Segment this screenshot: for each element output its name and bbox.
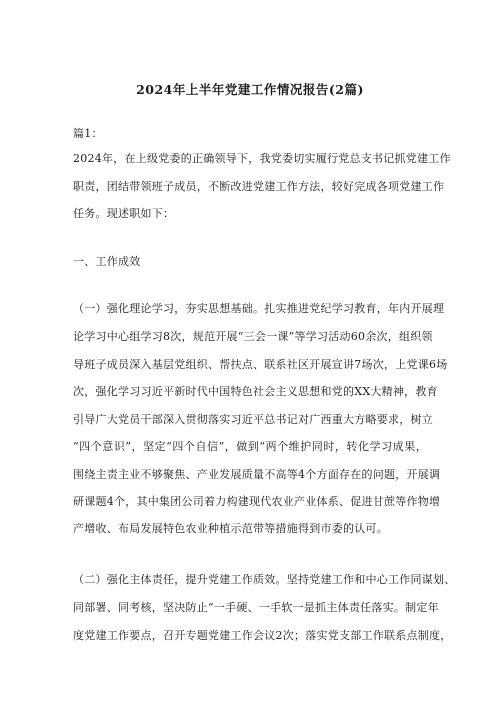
para1-line-6: “四个意识”，坚定“四个自信”，做到“两个维护同时，转化学习成果， xyxy=(73,440,427,453)
intro-line-1: 2024年，在上级党委的正确领导下，我党委切实履行党总支书记抓党建工作 xyxy=(73,152,451,165)
para1-line-3: 导班子成员深入基层党组织、帮扶点、联系社区开展宣讲7场次，上党课6场 xyxy=(73,358,448,371)
para1-line-1: （一）强化理论学习，夯实思想基础。扎实推进党纪学习教育，年内开展理 xyxy=(73,302,445,315)
para1-line-4: 次，强化学习习近平新时代中国特色社会主义思想和党的XX大精神，教育 xyxy=(73,385,438,398)
para1-line-9: 产增收、布局发展特色农业种植示范带等措施得到市委的认可。 xyxy=(73,522,388,535)
para1-line-5: 引导广大党员干部深入贯彻落实习近平总书记对广西重大方略要求，树立 xyxy=(73,413,433,426)
document-title: 2024年上半年党建工作情况报告(2篇) xyxy=(136,82,364,97)
para2-line-1: （二）强化主体责任，提升党建工作质效。坚持党建工作和中心工作同谋划、 xyxy=(73,573,456,586)
intro-line-3: 任务。现述职如下： xyxy=(73,207,175,220)
para1-line-2: 论学习中心组学习8次，规范开展“三会一课”等学习活动60余次，组织领 xyxy=(73,330,433,343)
section-heading: 一、工作成效 xyxy=(73,255,141,268)
para2-line-3: 度党建工作要点，召开专题党建工作会议2次；落实党支部工作联系点制度， xyxy=(73,629,452,642)
intro-line-2: 职责，团结带领班子成员，不断改进党建工作方法，较好完成各项党建工作 xyxy=(73,180,445,193)
article-label: 篇1： xyxy=(73,127,103,140)
para1-line-8: 研课题4个，其中集团公司着力构建现代农业产业体系、促进甘蔗等作物增 xyxy=(73,495,441,508)
para2-line-2: 同部署、同考核，坚决防止“一手硬、一手软一是抓主体责任落实。制定年 xyxy=(73,601,439,614)
para1-line-7: 围绕主责主业不够聚焦、产业发展质量不高等4个方面存在的问题，开展调 xyxy=(73,468,441,481)
